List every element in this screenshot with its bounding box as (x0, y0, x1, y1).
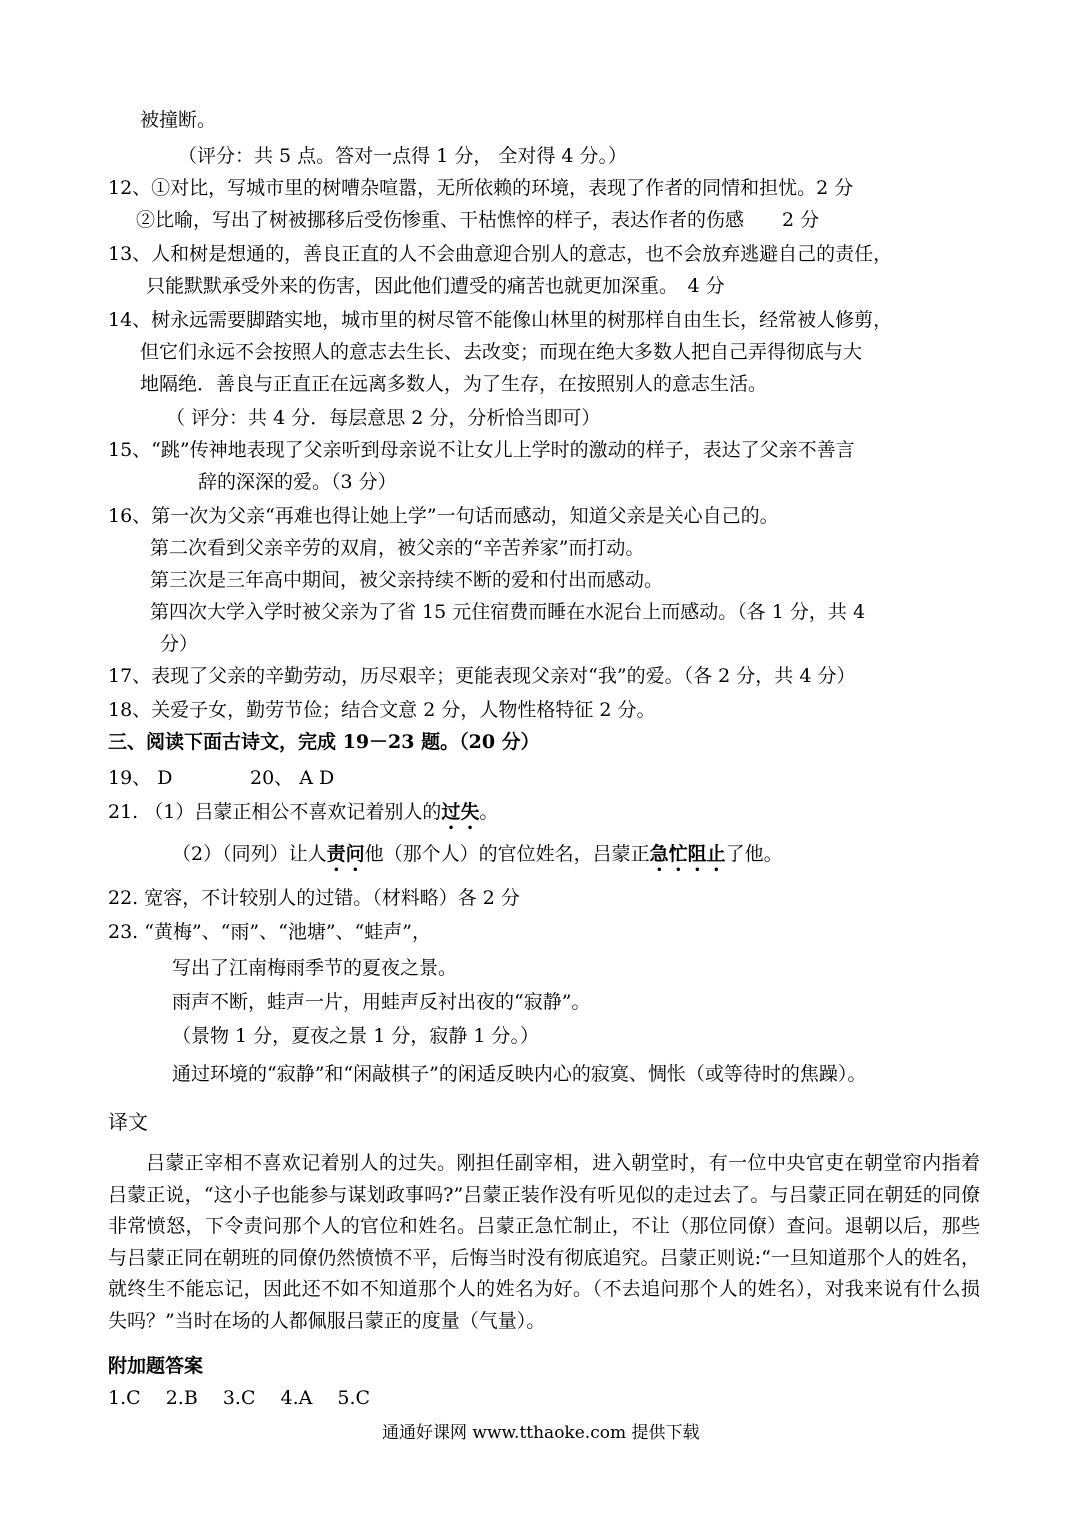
answer-item-12-b: ②比喻，写出了树被挪移后受伤惨重、干枯憔悴的样子，表达作者的伤感 2 分 (136, 209, 820, 231)
answer-item-23-b: 写出了江南梅雨季节的夏夜之景。 (172, 957, 458, 979)
answer-21-1-end: 。 (479, 801, 499, 823)
answer-item-16-c: 第三次是三年高中期间，被父亲持续不断的爱和付出而感动。 (150, 569, 664, 591)
answer-item-21-1 (108, 800, 498, 834)
bonus-answers: 1.C 2.B 3.C 4.A 5.C (108, 1387, 371, 1409)
answer-item-15-cont: 辞的深深的爱。（3 分） (198, 471, 397, 493)
answer-21-2-text-b: 他（那个人）的官位姓名，吕蒙正 (364, 843, 650, 865)
answer-item-13-cont: 只能默默承受外来的伤害，因此他们遭受的痛苦也就更加深重。 4 分 (146, 275, 725, 297)
answer-item-11-end: 被撞断。 (140, 109, 217, 131)
answer-item-16-b: 第二次看到父亲辛劳的双肩，被父亲的“辛苦养家”而打动。 (150, 537, 645, 559)
answer-item-16: 16、第一次为父亲“再难也得让她上学”一句话而感动，知道父亲是关心自己的。 (108, 505, 779, 527)
answer-item-23-d: 通过环境的“寂静”和“闲敲棋子”的闲适反映内心的寂寞、惆怅（或等待时的焦躁）。 (172, 1063, 867, 1085)
answer-21-2-end: 了他。 (725, 843, 783, 865)
answer-item-16-d-cont: 分） (160, 633, 199, 655)
keyword-jimangzuzhi: 急忙阻止 (649, 843, 726, 865)
answer-item-17: 17、表现了父亲的辛勤劳动，历尽艰辛；更能表现父亲对“我”的爱。（各 2 分，共 4 分） (108, 665, 856, 687)
scoring-note-14: （ 评分：共 4 分．每层意思 2 分，分析恰当即可） (166, 407, 601, 429)
bonus-heading: 附加题答案 (108, 1355, 204, 1377)
answer-item-14: 14、树永远需要脚踏实地，城市里的树尽管不能像山林里的树那样自由生长，经常被人修剪， (108, 309, 893, 331)
keyword-guoshi: 过失 (441, 801, 480, 823)
answer-item-12: 12、①对比，写城市里的树嘈杂喧嚣，无所依赖的环境，表现了作者的同情和担忧。2 分 (108, 177, 854, 199)
answer-item-21-2 (172, 842, 783, 876)
answer-item-15: 15、“跳”传神地表现了父亲听到母亲说不让女儿上学时的激动的样子，表达了父亲不善言 (108, 439, 855, 461)
answer-item-14-cont-2: 地隔绝．善良与正直正在远离多数人，为了生存，在按照别人的意志生活。 (140, 373, 768, 395)
answer-21-2-text-a: （2）（同列）让人 (172, 843, 327, 865)
keyword-zewen: 责问 (326, 843, 365, 865)
answer-item-19: 19、 D (108, 767, 173, 789)
answer-item-22: 22. 宽容，不计较别人的过错。（材料略）各 2 分 (108, 887, 520, 909)
answer-21-1-text: 21. （1）吕蒙正相公不喜欢记着别人的 (108, 801, 442, 823)
answer-item-16-d: 第四次大学入学时被父亲为了省 15 元住宿费而睡在水泥台上而感动。（各 1 分，共 4 (150, 601, 866, 623)
scoring-note-11: （评分：共 5 点。答对一点得 1 分， 全对得 4 分。） (178, 145, 628, 167)
scoring-note-23: （景物 1 分，夏夜之景 1 分，寂静 1 分。） (172, 1025, 540, 1047)
answer-item-20: 20、 A D (250, 767, 335, 789)
section-heading-3: 三、阅读下面古诗文，完成 19－23 题。（20 分） (108, 731, 540, 753)
translation-heading: 译文 (108, 1110, 148, 1134)
answer-item-18: 18、关爱子女，勤劳节俭；结合文意 2 分，人物性格特征 2 分。 (108, 699, 656, 721)
page-footer: 通通好课网 www.tthaoke.com 提供下载 (382, 1423, 700, 1443)
answer-item-14-cont-1: 但它们永远不会按照人的意志去生长、去改变；而现在绝大多数人把自己弄得彻底与大 (140, 341, 863, 363)
answer-item-13: 13、人和树是想通的，善良正直的人不会曲意迎合别人的意志，也不会放弃逃避自己的责任， (108, 243, 893, 265)
answer-item-23-c: 雨声不断，蛙声一片，用蛙声反衬出夜的“寂静”。 (172, 991, 591, 1013)
answer-item-23: 23. “黄梅”、“雨”、“池塘”、“蛙声”， (108, 921, 431, 943)
translation-paragraph: 吕蒙正宰相不喜欢记着别人的过失。刚担任副宰相，进入朝堂时，有一位中央官吏在朝堂帘内指着吕蒙正说，“这小子也能参与谋划政事吗?”吕蒙正装作没有听见似的走过去了。与吕蒙正同在朝廷的同僚非常愤怒，下令责问那个人的官位和姓名。吕蒙正急忙制止，不让（那位同僚）查问。退朝以后，那些与吕蒙正同在朝班的同僚仍然愤愤不平，后悔当时没有彻底追究。吕蒙正则说:“一旦知道那个人的姓名，就终生不能忘记，因此还不如不知道那个人的姓名为好。（不去追问那个人的姓名），对我来说有什么损失吗？”当时在场的人都佩服吕蒙正的度量（气量）。 (108, 1152, 980, 1332)
